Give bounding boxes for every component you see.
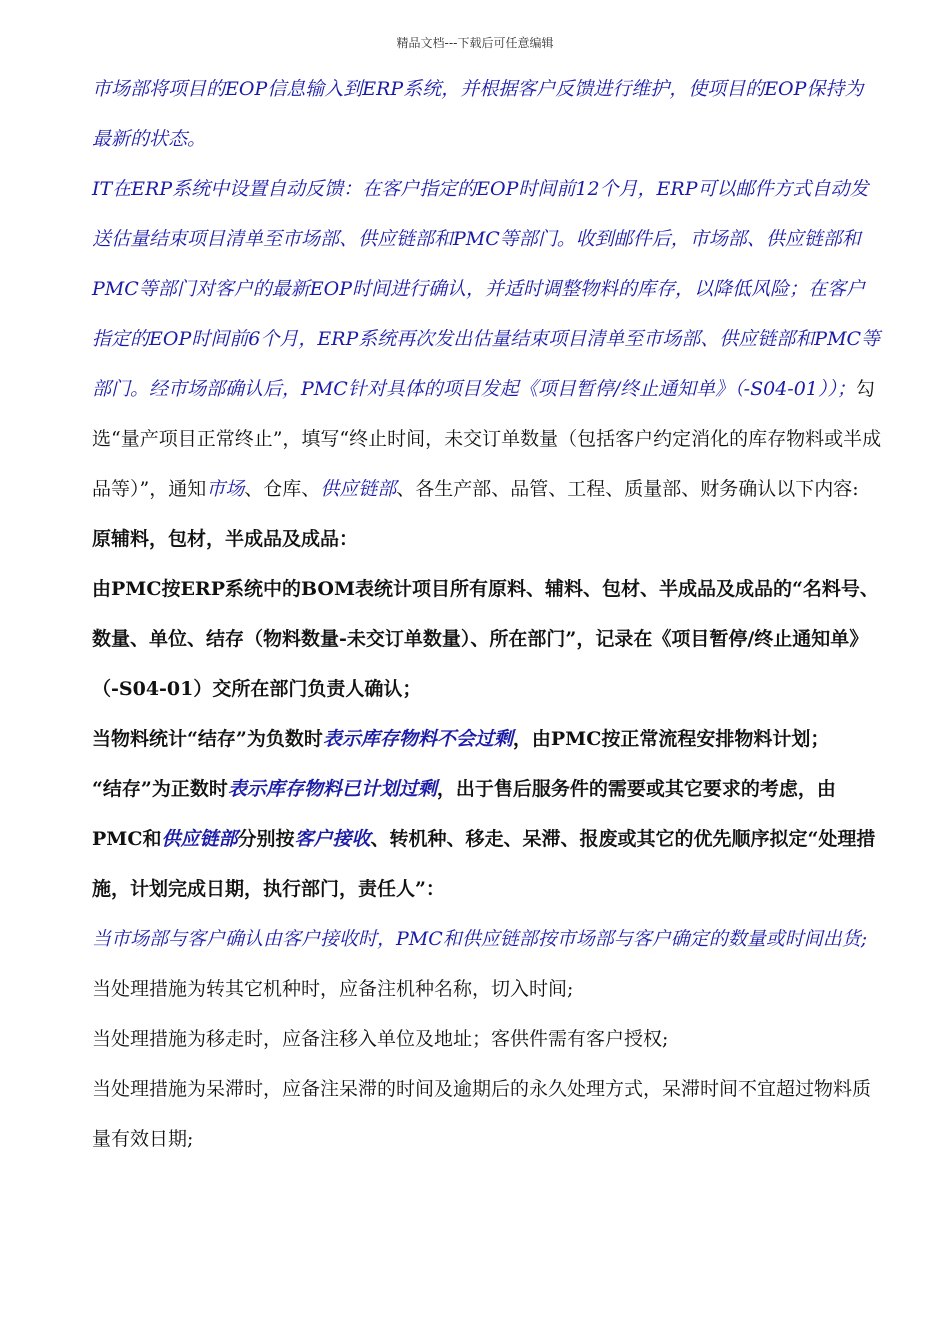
- notify-text-e: 、各生产部、品管、工程、质量部、财务确认以下内容:: [396, 478, 859, 500]
- paragraph-move-out: 当处理措施为移走时，应备注移入单位及地址；客供件需有客户授权;: [92, 1028, 669, 1050]
- page-header: 精品文档---下载后可任意编辑: [396, 36, 554, 50]
- paragraph-bom-statistics: 由PMC按ERP系统中的BOM表统计项目所有原料、辅料、包材、半成品及成品的“名料号、数量、单位、结存（物料数量-未交订单数量）、所在部门”，记录在《项目暂停/终止通知单》（-S04-01）交所在部门负责人确认；: [92, 578, 879, 700]
- paragraph-transfer-model: 当处理措施为转其它机种时，应备注机种名称，切入时间;: [92, 978, 574, 1000]
- paragraph-eop-maintenance: 市场部将项目的EOP信息输入到ERP系统，并根据客户反馈进行维护，使项目的EOP保持为最新的状态。: [92, 78, 864, 150]
- document-body: [92, 64, 882, 1164]
- it-feedback-text: IT在ERP系统中设置自动反馈：在客户指定的EOP时间前12个月，ERP可以邮件方式自动发送估量结束项目清单至市场部、供应链部和PMC等部门。收到邮件后，市场部、供应链部和PMC等部门对客户的最新EOP时间进行确认，并适时调整物料的库存，以降低风险；在客户指定的EOP时间前6个月，ERP系统再次发出估量结束项目清单至市场部、供应链部和PMC等部门。经市场部确认后，PMC针对具体的项目发起《项目暂停/终止通知单》（-S04-01））；: [92, 178, 881, 400]
- positive-stock-supply-chain: 供应链部: [161, 828, 238, 850]
- negative-stock-c: ，由PMC按正常流程安排物料计划；: [512, 728, 830, 750]
- paragraph-customer-accept: 当市场部与客户确认由客户接收时，PMC和供应链部按市场部与客户确定的数量或时间出货;: [92, 928, 868, 950]
- positive-stock-highlight: 表示库存物料已计划过剩: [227, 778, 437, 800]
- positive-stock-a: “结存”为正数时: [92, 778, 228, 800]
- notify-text-a: 勾选“量产项目正常终止”，填写“终止时间，未交订单数量（包括客户约定消化的库存物料或半成品等）”，通知: [92, 378, 882, 500]
- positive-stock-customer-accept: 客户接收: [294, 828, 371, 850]
- notify-supply-chain: 供应链部: [320, 478, 397, 500]
- section-heading-materials: 原辅料，包材，半成品及成品：: [92, 528, 359, 550]
- paragraph-it-feedback: [92, 164, 882, 514]
- notify-market: 市场: [206, 478, 245, 500]
- notify-text-c: 、仓库、: [244, 478, 321, 500]
- negative-stock-a: 当物料统计“结存”为负数时: [92, 728, 323, 750]
- paragraph-negative-stock: [92, 714, 882, 764]
- paragraph-idle-stock: 当处理措施为呆滞时，应备注呆滞的时间及逾期后的永久处理方式，呆滞时间不宜超过物料质量有效日期;: [92, 1078, 872, 1150]
- negative-stock-highlight: 表示库存物料不会过剩: [322, 728, 513, 750]
- positive-stock-g: 、转机种、移走、呆滞、报废或其它的优先顺序拟定“处理措施，计划完成日期，执行部门，责任人”：: [92, 828, 876, 900]
- positive-stock-c: ，出于售后服务件的需要或其它要求的考虑，由PMC和: [92, 778, 836, 850]
- positive-stock-e: 分别按: [237, 828, 295, 850]
- paragraph-positive-stock: [92, 764, 882, 914]
